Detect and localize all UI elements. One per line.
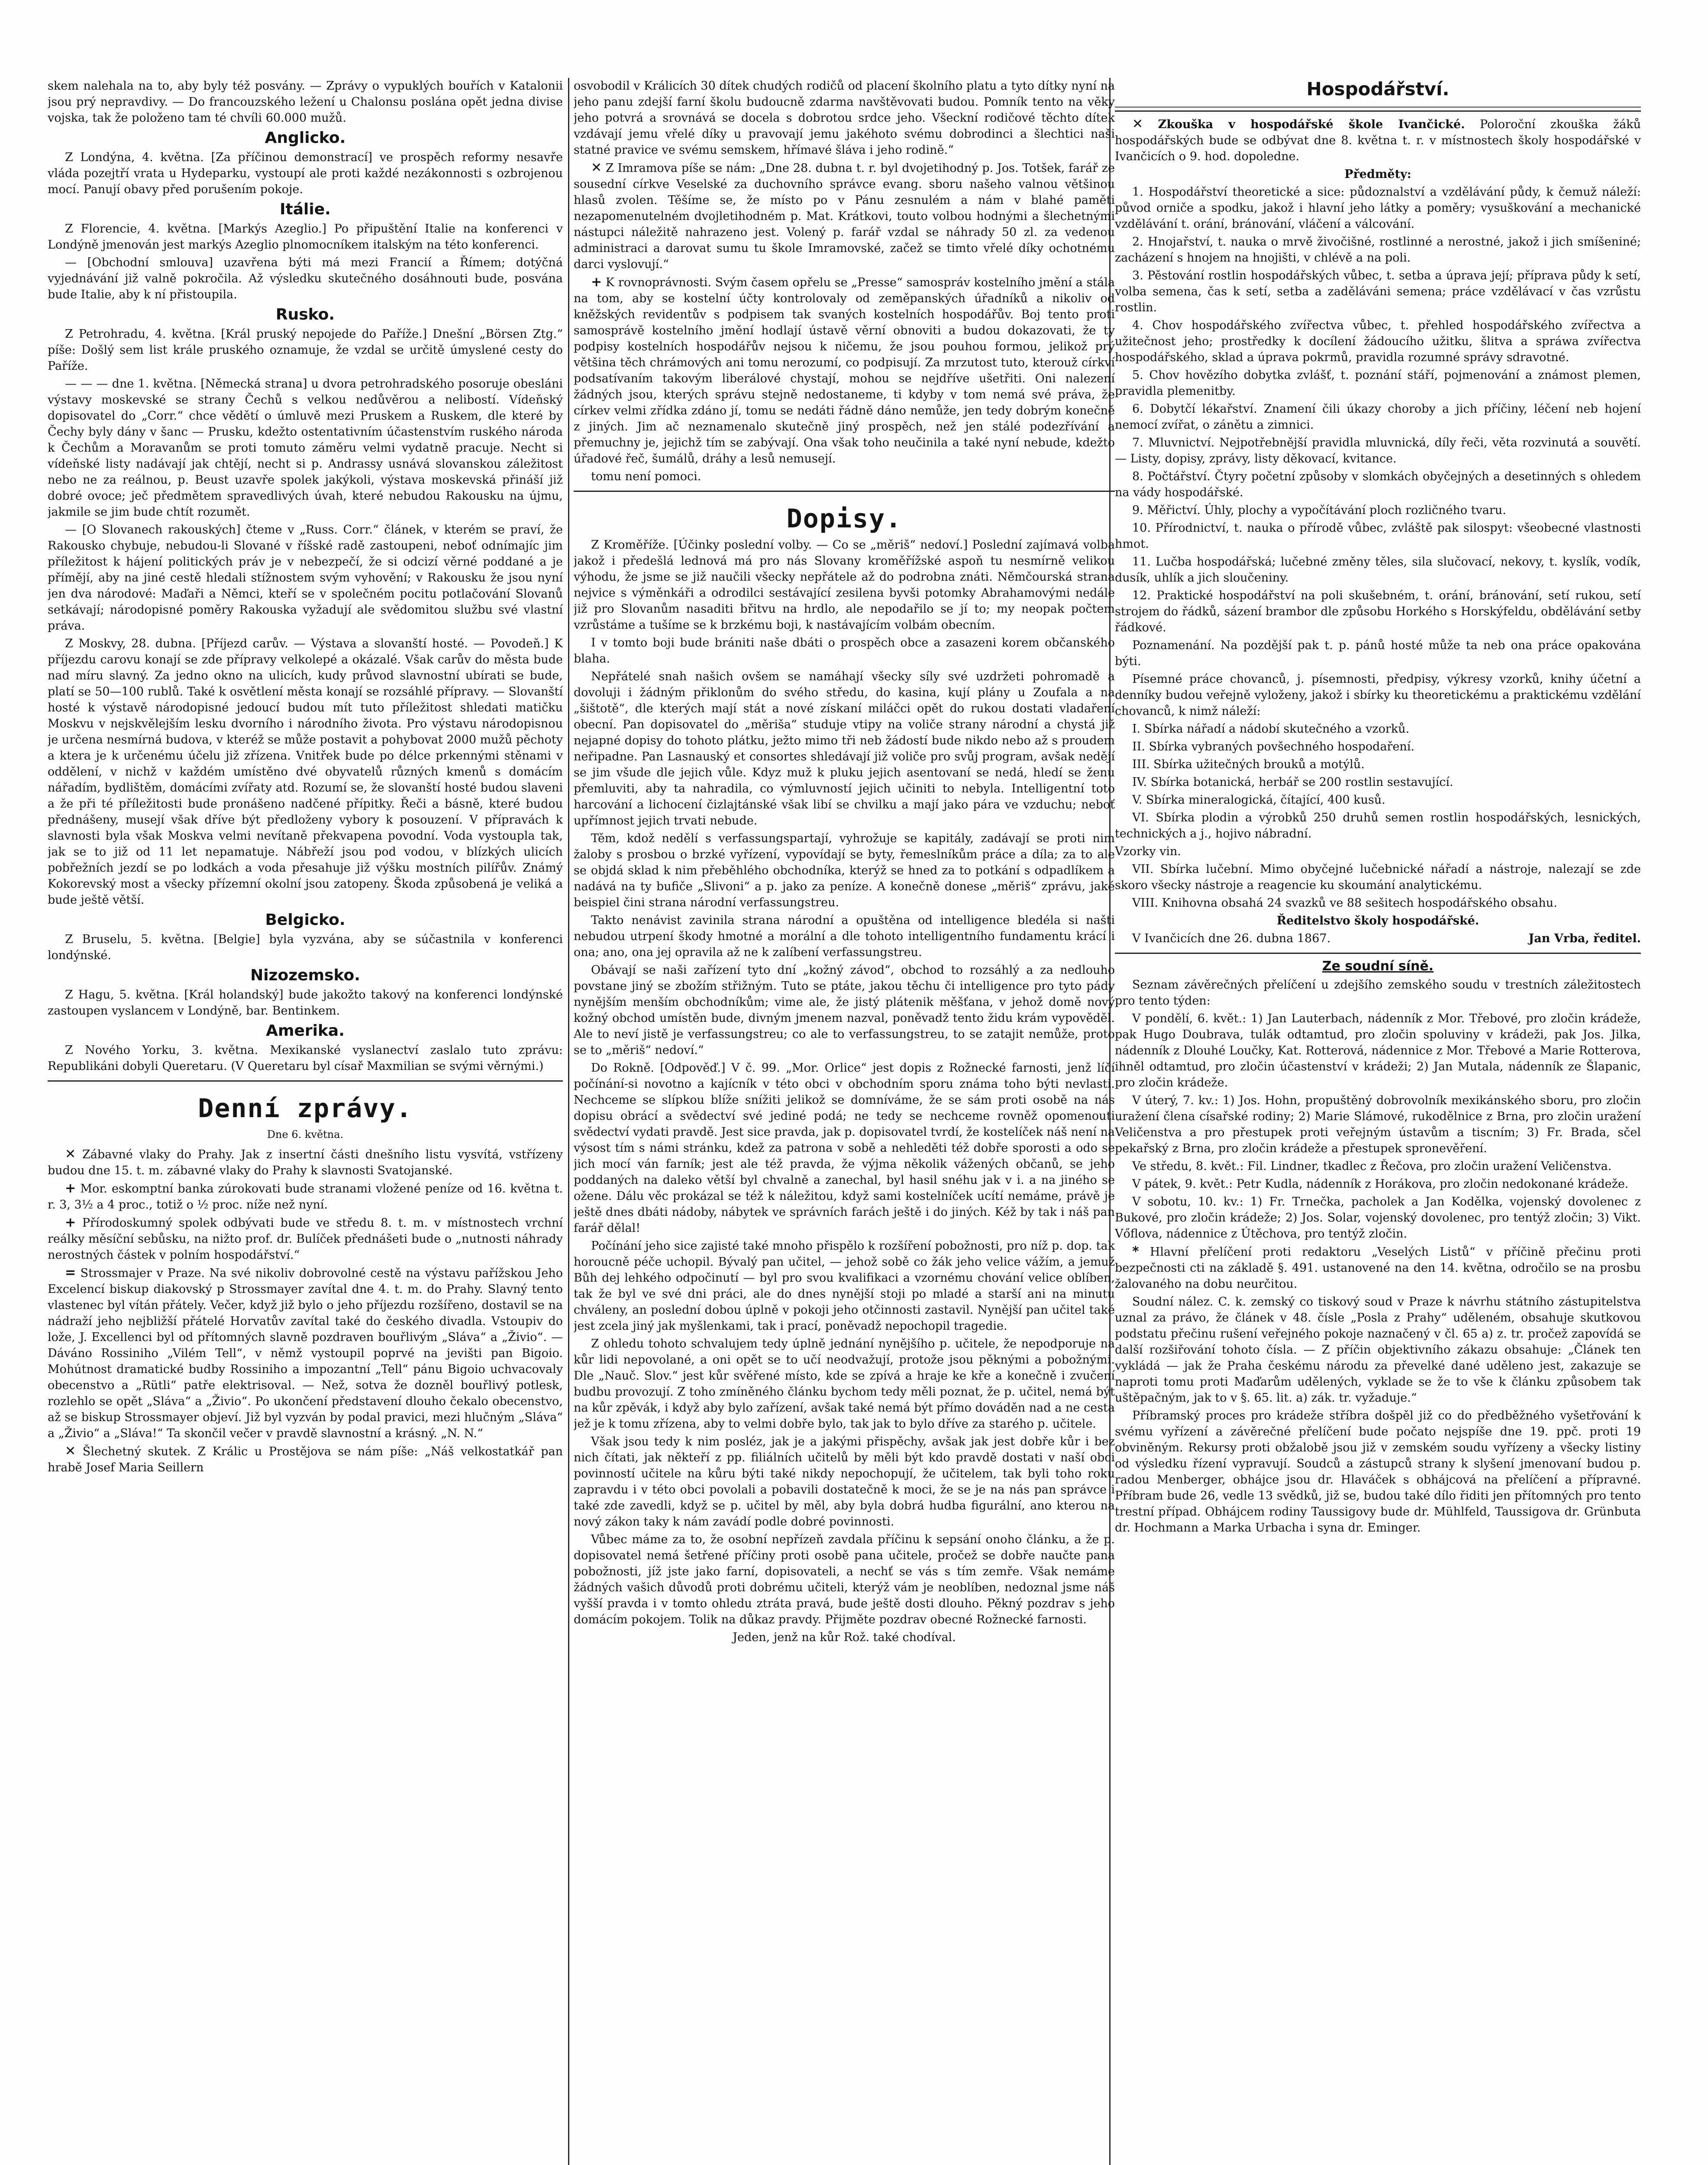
collection-item: I. Sbírka nářadí a nádobí skutečného a vzorků. (1132, 722, 1410, 736)
plus-mark-icon: + (591, 275, 602, 290)
news-item-noble-deed (48, 1443, 563, 1476)
asterisk-mark-icon: * (1132, 1244, 1139, 1259)
article-new-york: Z Nového Yorku, 3. května. Mexikanské vyslanectví zaslalo tuto zprávu: Republikáni dobyli Queretaru. (V Queretaru byl císař Maxmilian se svými věrnými.) (48, 1044, 563, 1073)
subject-item: 5. Chov hovězího dobytka zvlášť, t. poznání stáří, pojmenování a známost plemen, pravidla plemenitby. (1115, 368, 1641, 398)
trials-list-heading: Seznam závěrečných přelíčení u zdejšího zemského soudu v trestních záležitostech pro tento týden: (1115, 978, 1641, 1008)
letter-kromeriz-5: Takto nenávist zavinila strana národní a opuštěna od intelligence bledéla si našti nebudou utrpení škody hmotné a morální a dle tohoto intelligentního fundamentu krácí i ona; ano, ona jej opravila až ne k zalíbení verfassungstreu. (574, 914, 1115, 959)
article-equal-rights (574, 274, 1115, 467)
trial-entry: V sobotu, 10. kv.: 1) Fr. Trnečka, pacholek a Jan Kodělka, vojenský dovolenec z Bukové, pro zločin krádeže; 2) Jos. Solar, vojenský dovolenec, pro tentýž zločin; 3) Vikt. Vőflova, nádennice z Útěchova, pro tentýž zločin. (1115, 1195, 1641, 1241)
written-works-paragraph: Písemné práce chovanců, j. písemnosti, předpisy, výkresy vzorků, knihy účetní a denníky budou veřejně vyloženy, jakož i sbírky ku theoretickému a praktickému vzdělání chovanců, k nimž náleží: (1115, 672, 1641, 718)
article-austrian-slavs: — [O Slovanech rakouských] čteme v „Russ. Corr.“ článek, v kterém se praví, že Rakousko chybuje, nebudou-li Slované v říšské radě zastoupeni, neboť odnímajíc jim příležitost k hájení politických práv je v nebezpečí, že si odcizí věrné poddané a je přímějí, aby na jiné cestě hledali stížnostem svým vyhovění; v Rakousku že jsou nyní jen dva národové: Maďaři a Němci, kteří se v společném pocitu potlačování Slovanů setkávají; národopisné poměry Rakouska vyžadují ale svědomitou službu své vlastní práva. (48, 523, 563, 633)
article-text: Hlavní přelíčení proti redaktoru „Veselých Listů“ v příčině přečinu proti bezpečnosti cti na základě §. 491. ustanovené na den 14. května, odročilo se na prosbu žalovaného na dobu neurčitou. (1115, 1245, 1641, 1291)
column-right (1115, 78, 1641, 2165)
article-main-hearing (1115, 1244, 1641, 1292)
article-heading: Zkouška v hospodářské škole Ivančické. (1158, 118, 1465, 131)
section-title-amerika: Amerika. (266, 1022, 345, 1040)
directorate-date (1115, 931, 1641, 947)
letter-kromeriz-6: Obávají se naši zařízení tyto dní „kožný závod“, obchod to rozsáhlý a za nedlouho povstane jiný se zbožím střižným. Tuto se ptáte, jakou těchu či intelligence pro tyto pády nynějším menším obchodníkům; vime ale, že jistý plátenik měšťana, v jehož domě nový kožný obchod umístěn bude, divným jmenem nazval, poněvadž tento židu krám vypověděl. Ale to neví jistě je verfassungstreu; co ale to verfassungstreu, to se zatajit nemůže, proto se to „měriš“ nedoví.“ (574, 963, 1115, 1057)
article-court-ruling: Soudní nález. C. k. zemský co tiskový soud v Praze k návrhu státního zástupitelstva uznal za právo, že článek v 48. čísle „Posla z Prahy“ uděleném, obsahuje skutkovou podstatu přečinu rušení veřejného pokoje naznačený v čl. 65 a) z. tr. pročež zapovídá se další rozšiřování tohoto čísla. — Z příčin objektivního zákazu obsahuje: „Článek ten vykládá — jak že Praha českému národu za převelké dané uděleno jest, zakazuje se naproti tomu proti Maďarům udělených, vyklade se že to vše k článku způsobem tak uštěpačným, jak to v §. 65. lit. a) zák. tr. vyžaduje.“ (1115, 1295, 1641, 1405)
article-brussels: Z Bruselu, 5. května. [Belgie] byla vyzvána, aby se súčastnila v konferenci londýnské. (48, 933, 563, 962)
trial-entry: Ve středu, 8. květ.: Fil. Lindner, tkadlec z Řečova, pro zločin uražení Veličenstva. (1132, 1160, 1612, 1173)
news-item-text: Mor. eskomptní banka zúrokovati bude stranami vložené peníze od 16. května t. r. 3, 3½ a 4 proc., totiž o ½ proc. níže než nyní. (48, 1182, 563, 1212)
section-title-anglicko: Anglicko. (265, 129, 346, 147)
subject-item: 10. Přírodnictví, t. nauka o přírodě vůbec, zvláště pak silospyt: všeobecné vlastnosti hmot. (1115, 521, 1641, 551)
article-florence: Z Florencie, 4. května. [Markýs Azeglio.] Po připuštění Italie na konferenci v Londýně jmenován jest markýs Azeglio plnomocníkem italským na této konferenci. (48, 222, 563, 252)
note-paragraph: Poznamenání. Na pozdější pak t. p. pánů hosté může ta neb ona práce opakována býti. (1115, 639, 1641, 668)
article-imramov (574, 160, 1115, 272)
letter-kromeriz-4: Těm, kdož nedělí s verfassungspartají, vyhrožuje se kapitály, zadávají se proti nim žaloby s prosbou o brzké vyřízení, vypovídají se byty, řemeslníkům práce a díla; za to ale se objdá sklad k nim přeběhlého obchodníka, kterýž se hned za to potkání s odpadlíkem a nadává na ty bufiče „Slivoni“ a p. jako za peníze. A konečně donese „měriš“ zprávu, jaké beispiel čini strana národní verfassungstreu. (574, 832, 1115, 909)
article-moscow: Z Moskvy, 28. dubna. [Příjezd carův. — Výstava a slovanští hosté. — Povodeň.] K příjezdu carovu konají se zde přípravy velkolepé a okázalé. Však carův do města bude nad míru slavný. Za jedno okno na ulicích, kudy průvod slavnostní ubírati se bude, platí se 50—100 rublů. Také k osvětlení města konají se rozsáhlé přípravy. — Slovanští hosté k výstavě národopisné jedoucí budou mít tuto příležitost shledati matičku Moskvu v nejskvělejším lesku dvorního i národního života. Pro výstavu národopisnou je určena nesmírná budova, v kteréž se může postavit a pohybovat 2000 mužů pěchoty a ktera je k určenému účelu již zřízena. Vnitřek bude po délce prkennými stěnami v oddělení, v nichž v každém umístěno dvé obyvatelů různých kmenů s domácím nářadím, bydlištěm, domácími zvířaty atd. Rozumí se, že slovanští hosté budou slaveni a že při té příležitosti bude pronášeno nadčené přípitky. Řeči a básně, které budou přednášeny, musejí však dříve být předloženy vybory k posouzení. V přípravách k slavnosti byla však Moskva velmi nevítaně překvapena povodní. Voda vystoupla tak, jak se to již od 11 let nepamatuje. Nábřeží jsou pod vodou, v blízkých ulicích pobřežních jezdí se po lodkách a voda přesahuje již výšku mostních pilířův. Známý Kokorevský most a všecky přízemní okolní jsou zatopeny. Škoda způsobená je veliká a bude ještě větší. (48, 637, 563, 907)
letter-rokne-1: Do Rokně. [Odpověď.] V č. 99. „Mor. Orlice“ jest dopis z Rožnecké farnosti, jenž líčí počínání-si novotno a kajícník v této obci v obchodním sporu známa toho býti nevlasti. Nechceme se slípkou blíže snížiti jelikož se domníváme, že se sám proti osobě na nás dopisu obrácí a svědectví své jediné podá; ne tedy se nechceme rovněž opomenouti svědectví vydati pravdě. Jest sice pravda, jak p. dopisovatel tvrdí, že kostelíček náš není na výsost tím s námi stránku, kdež za patrona v sobě a nehleděti též dobře sporosti a odo se jich mocí ván farník; jest ale též pravda, že výjma několik vážených občanů, se jeho poddaných na daleko větší byl chvalně a zanechal, byl hasil snéhu jak v i. a na jiného se ožene. Dálu věc prokázal se též k náležitou, když sami kostelníček ucítí nemáme, právě je ještě dnes dbáti nádoby, nábytek ve správních farách ještě i do jiných. Kéž by tak i náš pan farář dělal! (574, 1061, 1115, 1235)
subject-item: 1. Hospodářství theoretické a sice: půdoznalství a vzdělávání půdy, k čemuž náleží: původ orniče a spodku, jakož i hlavní jeho látky a poměry; vysuškování a mechanické vzdělávání t. orání, bránování, vláčení a válcování. (1115, 185, 1641, 231)
section-title-belgicko: Belgicko. (265, 911, 345, 929)
section-divider (1115, 953, 1641, 954)
news-item-text: Šlechetný skutek. Z Králic u Prostějova se nám píše: „Náš velkostatkář pan hrabě Josef Maria Seillern (48, 1445, 563, 1474)
trial-entry: V pondělí, 6. květ.: 1) Jan Lauterbach, nádenník z Mor. Třebové, pro zločin krádeže, pak Hugo Doubrava, tulák odtamtud, pro zločin spoluviny v krádeži, pak Jos. Jilka, nádenník z Dlouhé Loučky, Kat. Rotterová, nádennice z Mor. Třebové a Marie Rotterova, ihněl odtamtud, pro zločin účastenství v krádeži; 2) Jan Mutala, nádenník ze Šlapanic, pro zločin krádeže. (1115, 1012, 1641, 1089)
letter-rokne-3: Z ohledu tohoto schvalujem tedy úplně jednání nynějšího p. učitele, že nepodporuje na kůr lidi nepovolané, a oni opět se to učí neodvažují, protože jsou pěknými a pobožnými. Dle „Nauč. Slov.“ jest kůr svěřené místo, kde se zpívá a hraje ke kře a konečně i zvučení budbu provozují. Z toho zmíněného článku bychom tedy měli poznat, že p. učitel, nemá být na kůr zpěvák, i když aby bylo zařízení, avšak také nemá být přímo dováděn nad a ne cesta jež je k tomu zřízena, aby to velmi dobře bylo, tak jak to bylo dříve za starého p. učitele. (574, 1337, 1115, 1431)
cross-mark-icon: ✕ (591, 160, 602, 175)
news-item-text: Zábavné vlaky do Prahy. Jak z insertní části dnešního listu vysvítá, vstřízeny budou dne 15. t. m. zábavné vlaky do Prahy k slavnosti Svatojanské. (48, 1148, 563, 1177)
subject-item: 2. Hnojařství, t. nauka o mrvě živočišné, rostlinné a nerostné, jakož i jich smíšeniné; zacházení s hnojem na hnojišti, v chlévě a na poli. (1115, 235, 1641, 265)
section-title-hospodarstvi: Hospodářství. (1306, 78, 1450, 100)
directorate-signature: Jan Vrba, ředitel. (1528, 932, 1641, 945)
plus-mark-icon: + (65, 1181, 76, 1196)
section-date: Dne 6. května. (267, 1128, 344, 1141)
collection-item: Vzorky vin. (1115, 845, 1181, 858)
letter-kromeriz-2: I v tomto boji bude brániti naše dbáti o prospěch obce a zasazeni korem občanského blaha. (574, 636, 1115, 666)
equals-mark-icon: = (65, 1265, 76, 1280)
article-pribram-trial: Příbramský proces pro krádeže stříbra došpěl již co do předběžného vyšetřování k svému vyřízení a závěrečné přelíčení bude počato nejspíše dne 19. ppč. proti 19 obviněným. Rekursy proti obžalobě jsou již v zemském soudu vyřízeny a všecky listiny od výsledku řízení vypravují. Soudců a zástupců strany k slyšení jmenovaní budou p. radou Menberger, obhájce jsou dr. Hlaváček s obhájcová na přelíčení a přípravné. Příbram bude 26, vedle 13 svědků, již se, budou také dílo řiditi jen přítomných pro tento trestní případ. Obhájcem rodiny Taussigovy bude dr. Mühlfeld, Taussigova dr. Grünbuta dr. Hochmann a Marka Urbacha i syna dr. Eminger. (1115, 1409, 1641, 1535)
section-divider (48, 1080, 563, 1082)
section-divider (1115, 107, 1641, 112)
directorate-line: Ředitelstvo školy hospodářské. (1276, 914, 1479, 927)
letter-rokne-2: Počínání jeho sice zajisté také mnoho přispělo k rozšíření pobožnosti, pro níž p. dop. tak horoucně péče uchopil. Bývalý pan učitel, — jehož sobě co žák jeho velice vážím, a jemuž Bůh dej lehkého odpočinutí — byl pro svou kvalifikaci a vzornému chování velice oblíben, tak že byl ve své dni práci, ale do dnes nynější stoji po mladé a starší ani na minutu chváleny, an poslední dobou úplně v pokoji jeho otčinnosti zastavil. Nynější pan učitel také jest zcela jiný jak myšlenkami, tak i prací, poněvadž nepochopil tragedie. (574, 1239, 1115, 1333)
subject-item: 3. Pěstování rostlin hospodářských vůbec, t. setba a úprava její; příprava půdy k setí, volba semena, čas k setí, setba a zaděláváni semena; práce vzdělávací v čas vzrůstu rostlin. (1115, 269, 1641, 314)
column-divider (568, 78, 569, 2165)
subject-item: 8. Počtářství. Čtyry početní způsoby v slomkách obyčejných a desetinných s ohledem na vády hospodářské. (1115, 470, 1641, 499)
article-petersburg: Z Petrohradu, 4. května. [Král pruský nepojede do Paříže.] Dnešní „Börsen Ztg.“ píše: Došlý sem list krále pruského oznamuje, že vzdal se určitě úmyslené cesty do Paříže. (48, 327, 563, 373)
section-title-dopisy: Dopisy. (786, 504, 902, 534)
news-item-strossmayer (48, 1265, 563, 1441)
section-title-rusko: Rusko. (275, 306, 335, 323)
subject-item: 7. Mluvnictví. Nejpotřebnější pravidla mluvnická, díly řeči, věta rozvinutá a souvětí. — Listy, dopisy, zprávy, listy děkovací, kvitance. (1115, 436, 1641, 465)
article-kralice-continued: osvobodil v Králicích 30 dítek chudých rodičů od placení školního platu a tyto dítky nyní na jeho panu zdejší farní školu budoucně zdarma navštěvovati budou. Pomník tento na věky jeho potvrá a srovnává se docela s dobrotou srdce jeho. Všeckní rodičové těchto dítek vzdávají jemu vřelé díky u pravovají jemu jakéhoto svému dobrodinci a šlechtici naši statné pravice ve svému semskem, hřímavé šláva i jeho rodině.“ (574, 79, 1115, 157)
article-equal-rights-tail: tomu není pomoci. (591, 470, 701, 483)
subject-item: 11. Lučba hospodářská; lučebné změny těles, sila slučovací, nekovy, t. kyslík, vodík, dusík, uhlík a jich sloučeniny. (1115, 555, 1641, 585)
section-title-nizozemsko: Nizozemsko. (250, 966, 360, 984)
section-title-soudni-sin: Ze soudní síně. (1322, 959, 1434, 974)
trial-entry: V pátek, 9. květ.: Petr Kudla, nádenník z Horákova, pro zločin nedokonané krádeže. (1132, 1177, 1629, 1191)
trial-entry: V úterý, 7. kv.: 1) Jos. Hohn, propuštěný dobrovolník mexikánského sboru, pro zločin uražení člena císařské rodiny; 2) Marie Slámové, rukodělnice z Brna, pro zločin uražení Veličenstva a pro přestupek proti veřejným ústavům a tiscním; 3) Fr. Brada, sčel pekařský z Brna, pro zločin krádeže a přestupek spronevěření. (1115, 1094, 1641, 1155)
collection-item: VI. Sbírka plodin a výrobků 250 druhů semen rostlin hospodářských, lesnických, technických a j., hojivo nábradní. (1115, 811, 1641, 840)
article-london: Z Londýna, 4. května. [Za příčinou demonstrací] ve prospěch reformy nesavře vláda pozejtří vrata u Hydeparku, vystoupí ale proti každé nezákonnosti s ozbrojenou mocí. Panují obavy před porušením pokoje. (48, 151, 563, 196)
subject-item: 6. Dobytčí lékařství. Znamení čili úkazy choroby a jich příčiny, léčení neb hojení nemocí zvířat, o zánětu a zimnici. (1115, 402, 1641, 432)
article-text: K rovnoprávnosti. Svým časem opřelu se „Presse“ samospráv kostelního jmění a stála na tom, aby se kostelní účty kontrolovaly od zeměpanských úřadníků a nikoliv od kněžských revidentův s podpisem tak svaných kostelních hospodářův. Boj tento proti samosprávě kostelního jmění hodlají ústavě věrní obnoviti a budou dokazovati, že ty podpisy kostelních hospodářův nejsou k ničemu, že jsou pouhou formou, jelikož prý většina těch chrámových ani tomu nerozumí, co podpisují. Za mrzutost tuto, kterouž církví podsatívaním takovým liberálové chystají, mohou se nejdříve ušetřiti. Oni nalezení žádných jsou, kterých správu stejně nedostaneme, ti kdyby v tom nemá své práva, že církev velmi zřídka zdáno jí, tomu se nedáti řádně dáno nemůže, jen tedy dobrým konečně z jiných. Jim ač neznamenalo skutečně jiný prospěch, než jen stálé podezřívání a přemuchny je, jejichž tím se zabývají. Ona však toho neučinila a také nyní nebude, kdežto úřadové řeč, šumálů, dráhy a lesů nemusejí. (574, 276, 1115, 465)
cross-mark-icon: ✕ (1132, 116, 1143, 132)
directorate-date-text: V Ivančicích dne 26. dubna 1867. (1132, 932, 1331, 945)
collection-item: IV. Sbírka botanická, herbář se 200 rostlin sestavující. (1132, 776, 1453, 789)
letter-kromeriz-1: Z Kroměříže. [Účinky poslední volby. — Co se „měriš“ nedoví.] Poslední zajímavá volba jakož i předešlá lednová má pro nás Slovany kroměřížské aspoň tu nesmírně velikou výhodu, že jsme se již naučili všecky nepřátele až do podrobna znáti. Němčourská strana nejvice s výměnkáři a odrodilci sestávající zesilena byvši potomky Abrahamovými nedále již pro Slovanům nasaditi břitvu na hrdlo, ale nepodařilo se jí to; my neopak počtem vzrůstáme a tušíme se k brzkému boji, k nastávajícím volbám obecním. (574, 538, 1115, 632)
cross-mark-icon: ✕ (65, 1147, 76, 1162)
plus-mark-icon: + (65, 1215, 76, 1230)
collection-item: III. Sbírka užitečných brouků a motýlů. (1132, 758, 1365, 771)
intro-paragraph: skem nalehala na to, aby byly též posvány. — Zprávy o vypuklých bouřích v Katalonii jsou prý nepravdivy. — Do francouzského ležení u Chalonsu poslána opět jedna divise vojska, tak že položeno tam té chvíli 60.000 mužů. (48, 79, 563, 125)
collection-item: V. Sbírka mineralogická, čítající, 400 kusů. (1132, 793, 1385, 807)
news-item-text: Přírodoskumný spolek odbývati bude ve středu 8. t. m. v místnostech vrchní reálky měsíční sebůsku, na nižto prof. dr. Bulíček přednášeti bude o „nutnosti náhrady nerostných částek v polním hospodářství.“ (48, 1216, 563, 1262)
section-title-italie: Itálie. (280, 200, 331, 218)
letter-rokne-4: Však jsou tedy k nim posléz, jak je a jakými přispěchy, avšak jak jest dobře kůr i bez nich čítati, jak někteří z pp. filiálních učitelů by měli být kdo pravdě dostati v naší obci povinností učitele na kůru býti také nikdy nepochopují, že učitelem, tak byli toho roku zapravdu i v této obci povolali a pobavili dostatečně k moci, že se je na nás pan správce i také zde zavedli, když se p. učitel by měl, aby byla dobrá hudba figurální, ano kterou na nový zákon taky k nám zavádí podle dobré povinnosti. (574, 1435, 1115, 1528)
subject-item: 4. Chov hospodářského zvířectva vůbec, t. přehled hospodářského zvířectva a užitečnost jeho; prostředky k docílení žádoucího užitku, šlitva a spráwa zvířectva hospodářského, sklad a úprava pokrmů, pravidla rozumné správy sdravotné. (1115, 319, 1641, 364)
section-title-denni-zpravy: Denní zprávy. (198, 1093, 413, 1124)
column-middle (574, 78, 1115, 2165)
article-exam-intro (1115, 116, 1641, 165)
article-trade-agreement: — [Obchodní smlouva] uzavřena býti má mezi Francií a Římem; dotýčná vyjednávání již valně pokročila. Až výsledku skutečného dosáhnouti bude, posvána bude Italie, aby k ní přistoupila. (48, 256, 563, 301)
article-german-party: — — — dne 1. května. [Německá strana] u dvora petrohradského posoruje obesláni výstavy moskevské se strany Čechů s velkou nedůvěrou a nelibostí. Vídeňský dopisovatel do „Corr.“ chce vědětí o úmluvě mezi Pruskem a Ruskem, dle které by Čechy byly dány v šanc — Prusku, kdežto ostentativním účastenstvím ruského národa k Čechům a Moravanům se proti tomuto záměru velmi vydatně pracuje. Necht si vídeňské listy nadávají jak chtějí, necht si p. Andrassy usnává slovanskou záležitost nebo ne za reálnou, p. Beust uzavře spolek jakýkoli, výstava moskevská přináší již dobré ovoce; ječ předmětem spravedlivých úvah, které nebudou Rakousku na újmu, jakmile se jim bude chtít rozumět. (48, 377, 563, 519)
section-divider (574, 491, 1115, 492)
subject-item: 9. Měřictví. Úhly, plochy a vypočítávání ploch rozličného tvaru. (1132, 504, 1506, 517)
collection-item: VIII. Knihovna obsahá 24 svazků ve 88 sešitech hospodářského obsahu. (1132, 896, 1557, 910)
news-item-text: Strossmajer v Praze. Na své nikoliv dobrovolné cestě na výstavu pařížskou Jeho Excelencí biskup diakovský p Strossmayer zavítal dne 4. t. m. do Prahy. Slavný tento vlastenec byl vítán přátely. Večer, když již bylo o jeho příjezdu rozšířeno, dostavil se na nádraží jeho nejbližší přátelé Horvatův zavítal také do českého divadla. Vstoupiv do lože, J. Excellenci byl od přítomných slavně pozdraven bouřlivým „Sláva“ a „Živio“. — Dáváno Rossiniho „Vilém Tell“, v němž vystoupil poprvé na jevišti pan Bigoio. Mohútnost dramatické budby Rossiniho a impozantní „Tell“ pánu Bigoio uchvacovaly obecenstvo a „Rütli“ patře elektrisoval. — Než, sotva že dozněl bouřlivý potlesk, rozlehlo se opět „Sláva“ a „Živio“. Po ukončení představení dlouho čekalo obecenstvo, až se biskup Strossmayer objeví. Již byl vyzván by podal pravici, mezi hlučným „Sláva“ a „Živio“ a „Sláva!“ Ta skončil večer v pravdě slavnostní a krásný. (48, 1267, 563, 1440)
article-text: Poloroční zkouška žáků hospodářských bude se odbývat dne 8. května t. r. v místnostech školy hospodářské v Ivančicích o 9. hod. dopoledne. (1115, 118, 1641, 163)
news-item-trains (48, 1146, 563, 1179)
letter-kromeriz-3: Nepřátelé snah našich ovšem se namáhají všecky síly své uzdržeti pohromadě a dovoluji i žádným přiklonům do svého středu, do kasina, kují plány u Zoufala a na „šištotě“, dle kterých mají stát a nové získaní miláčci opět do rukou dostati vladaření obecní. Pan dopisovatel do „měriša“ studuje vtipy na voliče strany národní a chystá již nejapné dopisy do tohoto plátku, ježto mimo tři neb žádostí bude nikdo nebo až s proudem neřipadne. Pan Lasnauský et consortes shledávají již voliče pro svůj program, avšak nedějí se jim všude dle jejich vůle. Kdyz muž k pluku jejich asentovaní se nedá, hledí se ženu přemluviti, aby ta nahradila, co výmluvností jejich učiniti to nebyla. Intelligentní toto harcování a lichocení čizlajtánské však libí se chvilku a mají jako pára ve vzduchu; neboť upřímnost jejich trvati nebude. (574, 670, 1115, 827)
column-left (48, 78, 563, 2165)
cross-mark-icon: ✕ (65, 1444, 76, 1459)
article-text: Z Imramova píše se nám: „Dne 28. dubna t. r. byl dvojetihodný p. Jos. Totšek, farář ze sousední církve Veselské za duchovního správce evang. sboru našeho valnou většinou hlasů zvolen. Těšíme se, že místo po v Pánu zesnulém a nám v blahé paměti nezapomenutelném dvojletihodném p. Mat. Krátkovi, touto volbou hodnými a šlechetnými nástupci náležitě nahrazeno jest. Volený p. farář vzdal se náhrady 50 zl. za vedenou administraci a darovat sumu tu škole Imramovské, začež se timto vřelé díky ochotnému darci vyslovují.“ (574, 162, 1115, 271)
news-item-bank (48, 1180, 563, 1213)
letter-rokne-signature: Jeden, jenž na kůr Rož. také chodíval. (733, 1631, 956, 1644)
collection-item: II. Sbírka vybraných povšechného hospodaření. (1132, 740, 1415, 753)
news-item-society (48, 1215, 563, 1263)
letter-rokne-5: Vůbec máme za to, že osobní nepřízeň zavdala příčinu k sepsání onoho článku, a že p. dopisovatel nemá šetřené příčiny proti osobě pana učitele, pročež se dobře naučte pana pobožnosti, jíž jste jako farní, dopisovateli, a nechť se vás s tím zemře. Však nemáme žádných vašich důvodů proti dobrému učiteli, kterýž vám je neoblíben, nedoznal jsme náš vyšší pravda i v tomto ohledu ztráta pravá, bude ještě dosti dlouho. Pěkný pozdrav s jeho domácím pokojem. Tolik na důkaz pravdy. Přijměte pozdrav obecné Rožnecké farnosti. (574, 1533, 1115, 1626)
subject-item: 12. Praktické hospodářství na poli skušebném, t. orání, bránování, setí rukou, setí strojem do řádků, sázení brambor dle způsobu Horkého s Horskýfeldu, obdělávání setby řádkové. (1115, 589, 1641, 634)
article-hague: Z Hagu, 5. května. [Král holandský] bude jakožto takový na konferenci londýnské zastoupen vyslancem v Londýně, bar. Bentinkem. (48, 988, 563, 1018)
subjects-heading: Předměty: (1344, 168, 1411, 181)
news-item-signature: „N. N.“ (441, 1427, 483, 1440)
collection-item: VII. Sbírka lučební. Mimo obyčejné lučebnické nářadí a nástroje, nalezají se zde skoro všecky nástroje a reagencie ku skoumání analytickému. (1115, 863, 1641, 892)
